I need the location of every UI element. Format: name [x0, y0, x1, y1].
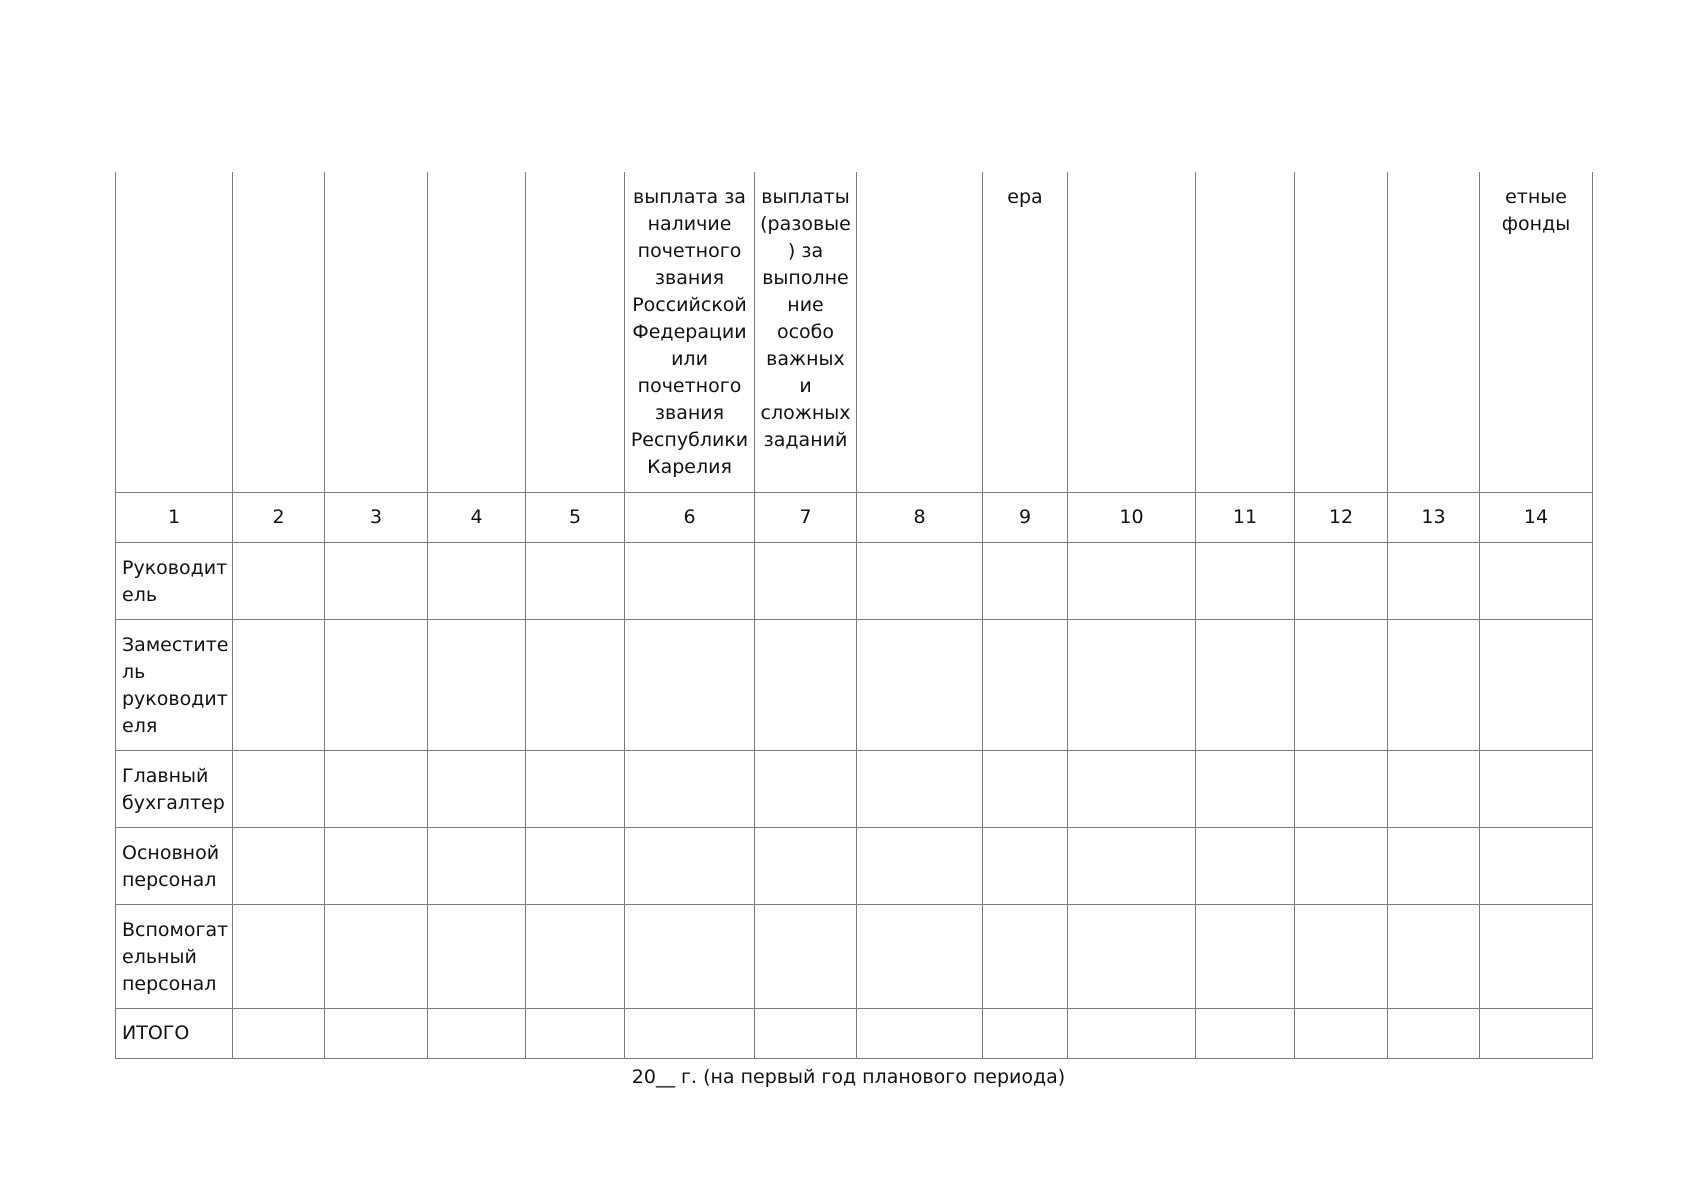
table-cell	[233, 619, 325, 750]
table-cell	[857, 904, 983, 1008]
column-number: 9	[983, 492, 1068, 542]
column-number: 10	[1068, 492, 1196, 542]
table-cell	[1196, 1008, 1295, 1058]
header-cell-14: етные фонды	[1480, 172, 1593, 492]
table-cell	[428, 619, 526, 750]
table-cell	[233, 542, 325, 619]
table-cell	[526, 542, 625, 619]
column-number: 7	[755, 492, 857, 542]
table-cell	[1388, 827, 1480, 904]
header-cell-11	[1196, 172, 1295, 492]
table-cell	[1295, 827, 1388, 904]
table-cell	[1068, 619, 1196, 750]
header-cell-10	[1068, 172, 1196, 492]
table-cell	[983, 904, 1068, 1008]
table-cell	[755, 619, 857, 750]
table-cell	[1480, 827, 1593, 904]
salary-fund-table	[115, 172, 1593, 1059]
table-cell	[1388, 542, 1480, 619]
table-cell	[755, 827, 857, 904]
table-cell	[857, 750, 983, 827]
table-cell	[233, 827, 325, 904]
table-cell	[755, 750, 857, 827]
table-cell	[625, 1008, 755, 1058]
table-cell	[1068, 827, 1196, 904]
table-cell	[1480, 542, 1593, 619]
table-cell	[233, 750, 325, 827]
header-cell-12	[1295, 172, 1388, 492]
column-number: 11	[1196, 492, 1295, 542]
table-cell	[428, 750, 526, 827]
row-label: Вспомогат ельный персонал	[116, 904, 233, 1008]
row-label: Главный бухгалтер	[116, 750, 233, 827]
table-cell	[1068, 1008, 1196, 1058]
table-cell	[625, 904, 755, 1008]
table-cell	[233, 1008, 325, 1058]
row-label: Руководит ель	[116, 542, 233, 619]
table-cell	[1480, 904, 1593, 1008]
table-cell	[233, 904, 325, 1008]
table-cell	[983, 542, 1068, 619]
table-cell	[1480, 1008, 1593, 1058]
table-cell	[983, 1008, 1068, 1058]
table-cell	[983, 827, 1068, 904]
table-cell	[428, 1008, 526, 1058]
row-label: Заместите ль руководит еля	[116, 619, 233, 750]
total-row	[116, 1008, 1593, 1058]
table-cell	[1068, 904, 1196, 1008]
header-cell-6: выплата за наличие почетного звания Российской Федерации или почетного звания Республики Карелия	[625, 172, 755, 492]
table-cell	[755, 904, 857, 1008]
table-cell	[1388, 1008, 1480, 1058]
header-cell-1	[116, 172, 233, 492]
table-cell	[325, 542, 428, 619]
table-cell	[1295, 619, 1388, 750]
header-cell-2	[233, 172, 325, 492]
table-cell	[1196, 750, 1295, 827]
row-label: Основной персонал	[116, 827, 233, 904]
table-cell	[428, 904, 526, 1008]
header-cell-7: выплаты (разовые ) за выполне ние особо важных и сложных заданий	[755, 172, 857, 492]
column-number: 8	[857, 492, 983, 542]
table-row	[116, 904, 1593, 1008]
table-cell	[857, 542, 983, 619]
table-cell	[325, 750, 428, 827]
table-cell	[983, 619, 1068, 750]
column-number: 1	[116, 492, 233, 542]
table-cell	[1388, 904, 1480, 1008]
table-cell	[526, 750, 625, 827]
table-cell	[1196, 904, 1295, 1008]
column-number: 6	[625, 492, 755, 542]
table-cell	[857, 827, 983, 904]
table-cell	[526, 619, 625, 750]
table-cell	[1480, 619, 1593, 750]
period-caption: 20__ г. (на первый год планового периода)	[631, 1066, 1066, 1088]
table-cell	[325, 619, 428, 750]
table-row	[116, 827, 1593, 904]
table-cell	[325, 827, 428, 904]
table-cell	[1295, 904, 1388, 1008]
table-cell	[1295, 1008, 1388, 1058]
column-number-row	[116, 492, 1593, 542]
header-cell-13	[1388, 172, 1480, 492]
table-cell	[1068, 750, 1196, 827]
column-number: 14	[1480, 492, 1593, 542]
column-number: 5	[526, 492, 625, 542]
table-row	[116, 750, 1593, 827]
column-number: 12	[1295, 492, 1388, 542]
table-cell	[325, 904, 428, 1008]
table-cell	[1196, 619, 1295, 750]
table-cell	[625, 619, 755, 750]
table-cell	[428, 827, 526, 904]
table-cell	[625, 750, 755, 827]
table-header-row	[116, 172, 1593, 492]
header-cell-5	[526, 172, 625, 492]
table-cell	[1295, 542, 1388, 619]
table-cell	[526, 827, 625, 904]
table-cell	[325, 1008, 428, 1058]
table-cell	[1388, 750, 1480, 827]
column-number: 4	[428, 492, 526, 542]
table-row	[116, 542, 1593, 619]
table-cell	[1068, 542, 1196, 619]
table-cell	[1196, 827, 1295, 904]
table-cell	[526, 904, 625, 1008]
table-cell	[625, 827, 755, 904]
table-cell	[1295, 750, 1388, 827]
header-cell-3	[325, 172, 428, 492]
table-cell	[526, 1008, 625, 1058]
header-cell-4	[428, 172, 526, 492]
table-cell	[755, 542, 857, 619]
table-cell	[625, 542, 755, 619]
table-cell	[1388, 619, 1480, 750]
column-number: 13	[1388, 492, 1480, 542]
table-cell	[857, 619, 983, 750]
column-number: 3	[325, 492, 428, 542]
table-row	[116, 619, 1593, 750]
table-cell	[857, 1008, 983, 1058]
table-cell	[1480, 750, 1593, 827]
table-cell	[755, 1008, 857, 1058]
table-cell	[1196, 542, 1295, 619]
header-cell-9: ера	[983, 172, 1068, 492]
header-cell-8	[857, 172, 983, 492]
total-label: ИТОГО	[116, 1008, 233, 1058]
table-cell	[428, 542, 526, 619]
table-cell	[983, 750, 1068, 827]
column-number: 2	[233, 492, 325, 542]
